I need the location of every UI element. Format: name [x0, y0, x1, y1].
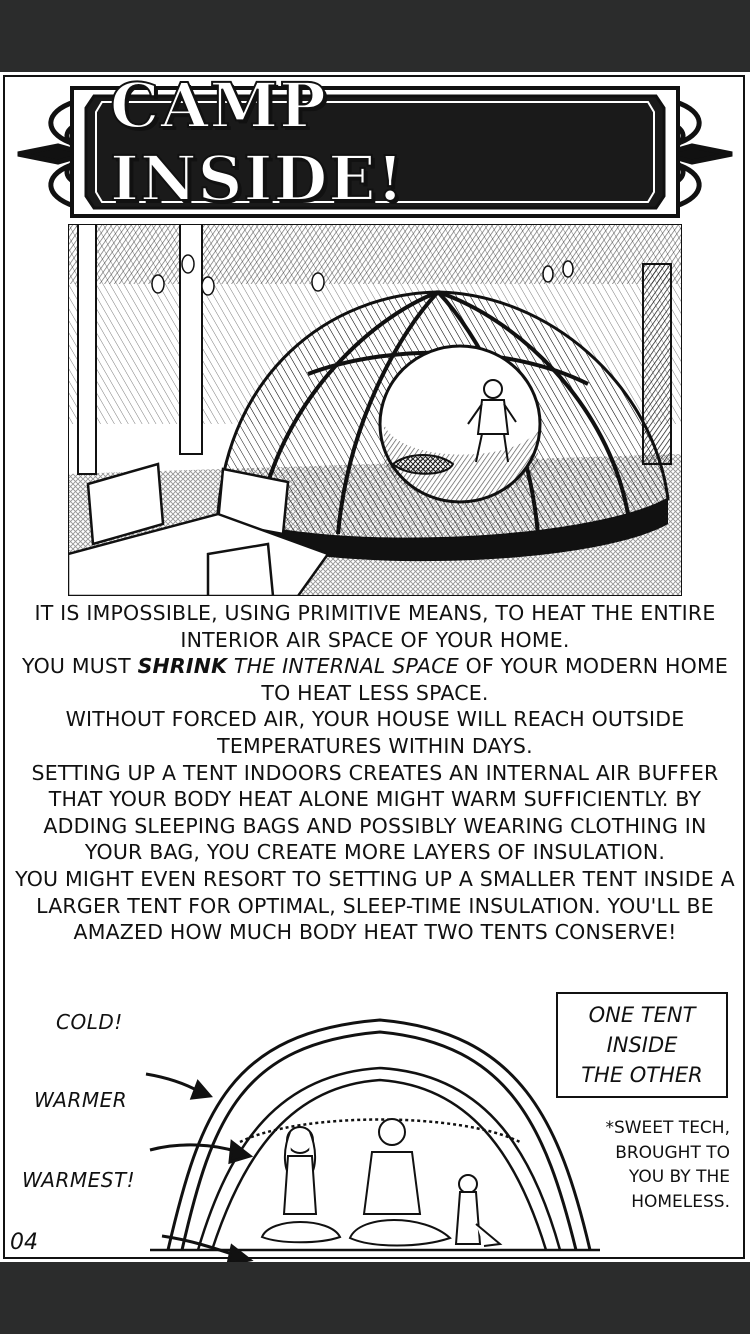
body-paragraph-2 [14, 653, 736, 706]
woman-figure-icon [262, 1127, 340, 1242]
body-paragraph-2-suffix: OF YOUR MODERN HOME TO HEAT LESS SPACE. [261, 654, 729, 705]
footnote-line-3: YOU BY THE [628, 1167, 730, 1187]
comic-page [0, 69, 750, 1262]
body-paragraph-3: WITHOUT FORCED AIR, YOUR HOUSE WILL REACH OUTSIDE TEMPERATURES WITHIN DAYS. [65, 707, 685, 758]
body-text [14, 600, 736, 946]
callout-line-3: THE OTHER [581, 1063, 703, 1087]
dog-figure-icon [456, 1175, 500, 1246]
footnote-line-1: *SWEET TECH, [605, 1118, 730, 1138]
indoor-tent-illustration [68, 224, 682, 596]
callout-line-2: INSIDE [606, 1033, 678, 1057]
body-paragraph-2-prefix: YOU MUST [21, 654, 138, 679]
page-number: 04 [10, 1230, 38, 1255]
label-warmest: WARMEST! [22, 1168, 136, 1192]
body-paragraph-4: SETTING UP A TENT INDOORS CREATES AN INTERNAL AIR BUFFER THAT YOUR BODY HEAT ALONE MIGHT WARM SUFFICIENTLY. BY ADDING SLEEPING BAGS AND POSSIBLY WEARING CLOTHING IN YOUR BAG, YOU CREATE MORE LAYERS OF INSULATION. [31, 760, 719, 865]
body-paragraph-5: YOU MIGHT EVEN RESORT TO SETTING UP A SMALLER TENT INSIDE A LARGER TENT FOR OPTIMAL, SLEEP-TIME INSULATION. YOU'LL BE AMAZED HOW MUCH BODY HEAT TWO TENTS CONSERVE! [15, 866, 735, 945]
footnote-line-2: BROUGHT TO [615, 1142, 730, 1163]
callout-box [556, 992, 728, 1098]
label-cold: COLD! [56, 1010, 123, 1034]
callout-line-1: ONE TENT [588, 1003, 696, 1027]
footnote-line-4: HOMELESS. [631, 1191, 730, 1212]
body-paragraph-1: IT IS IMPOSSIBLE, USING PRIMITIVE MEANS, TO HEAT THE ENTIRE INTERIOR AIR SPACE OF YOUR HOME. [34, 601, 716, 652]
page-title: CAMP INSIDE! [110, 69, 405, 215]
footnote [568, 1116, 730, 1214]
internal-space-italic: THE INTERNAL SPACE [227, 654, 459, 679]
shrink-emphasis: SHRINK [137, 654, 228, 679]
label-warmer: WARMER [34, 1088, 128, 1112]
man-figure-icon [350, 1119, 450, 1246]
